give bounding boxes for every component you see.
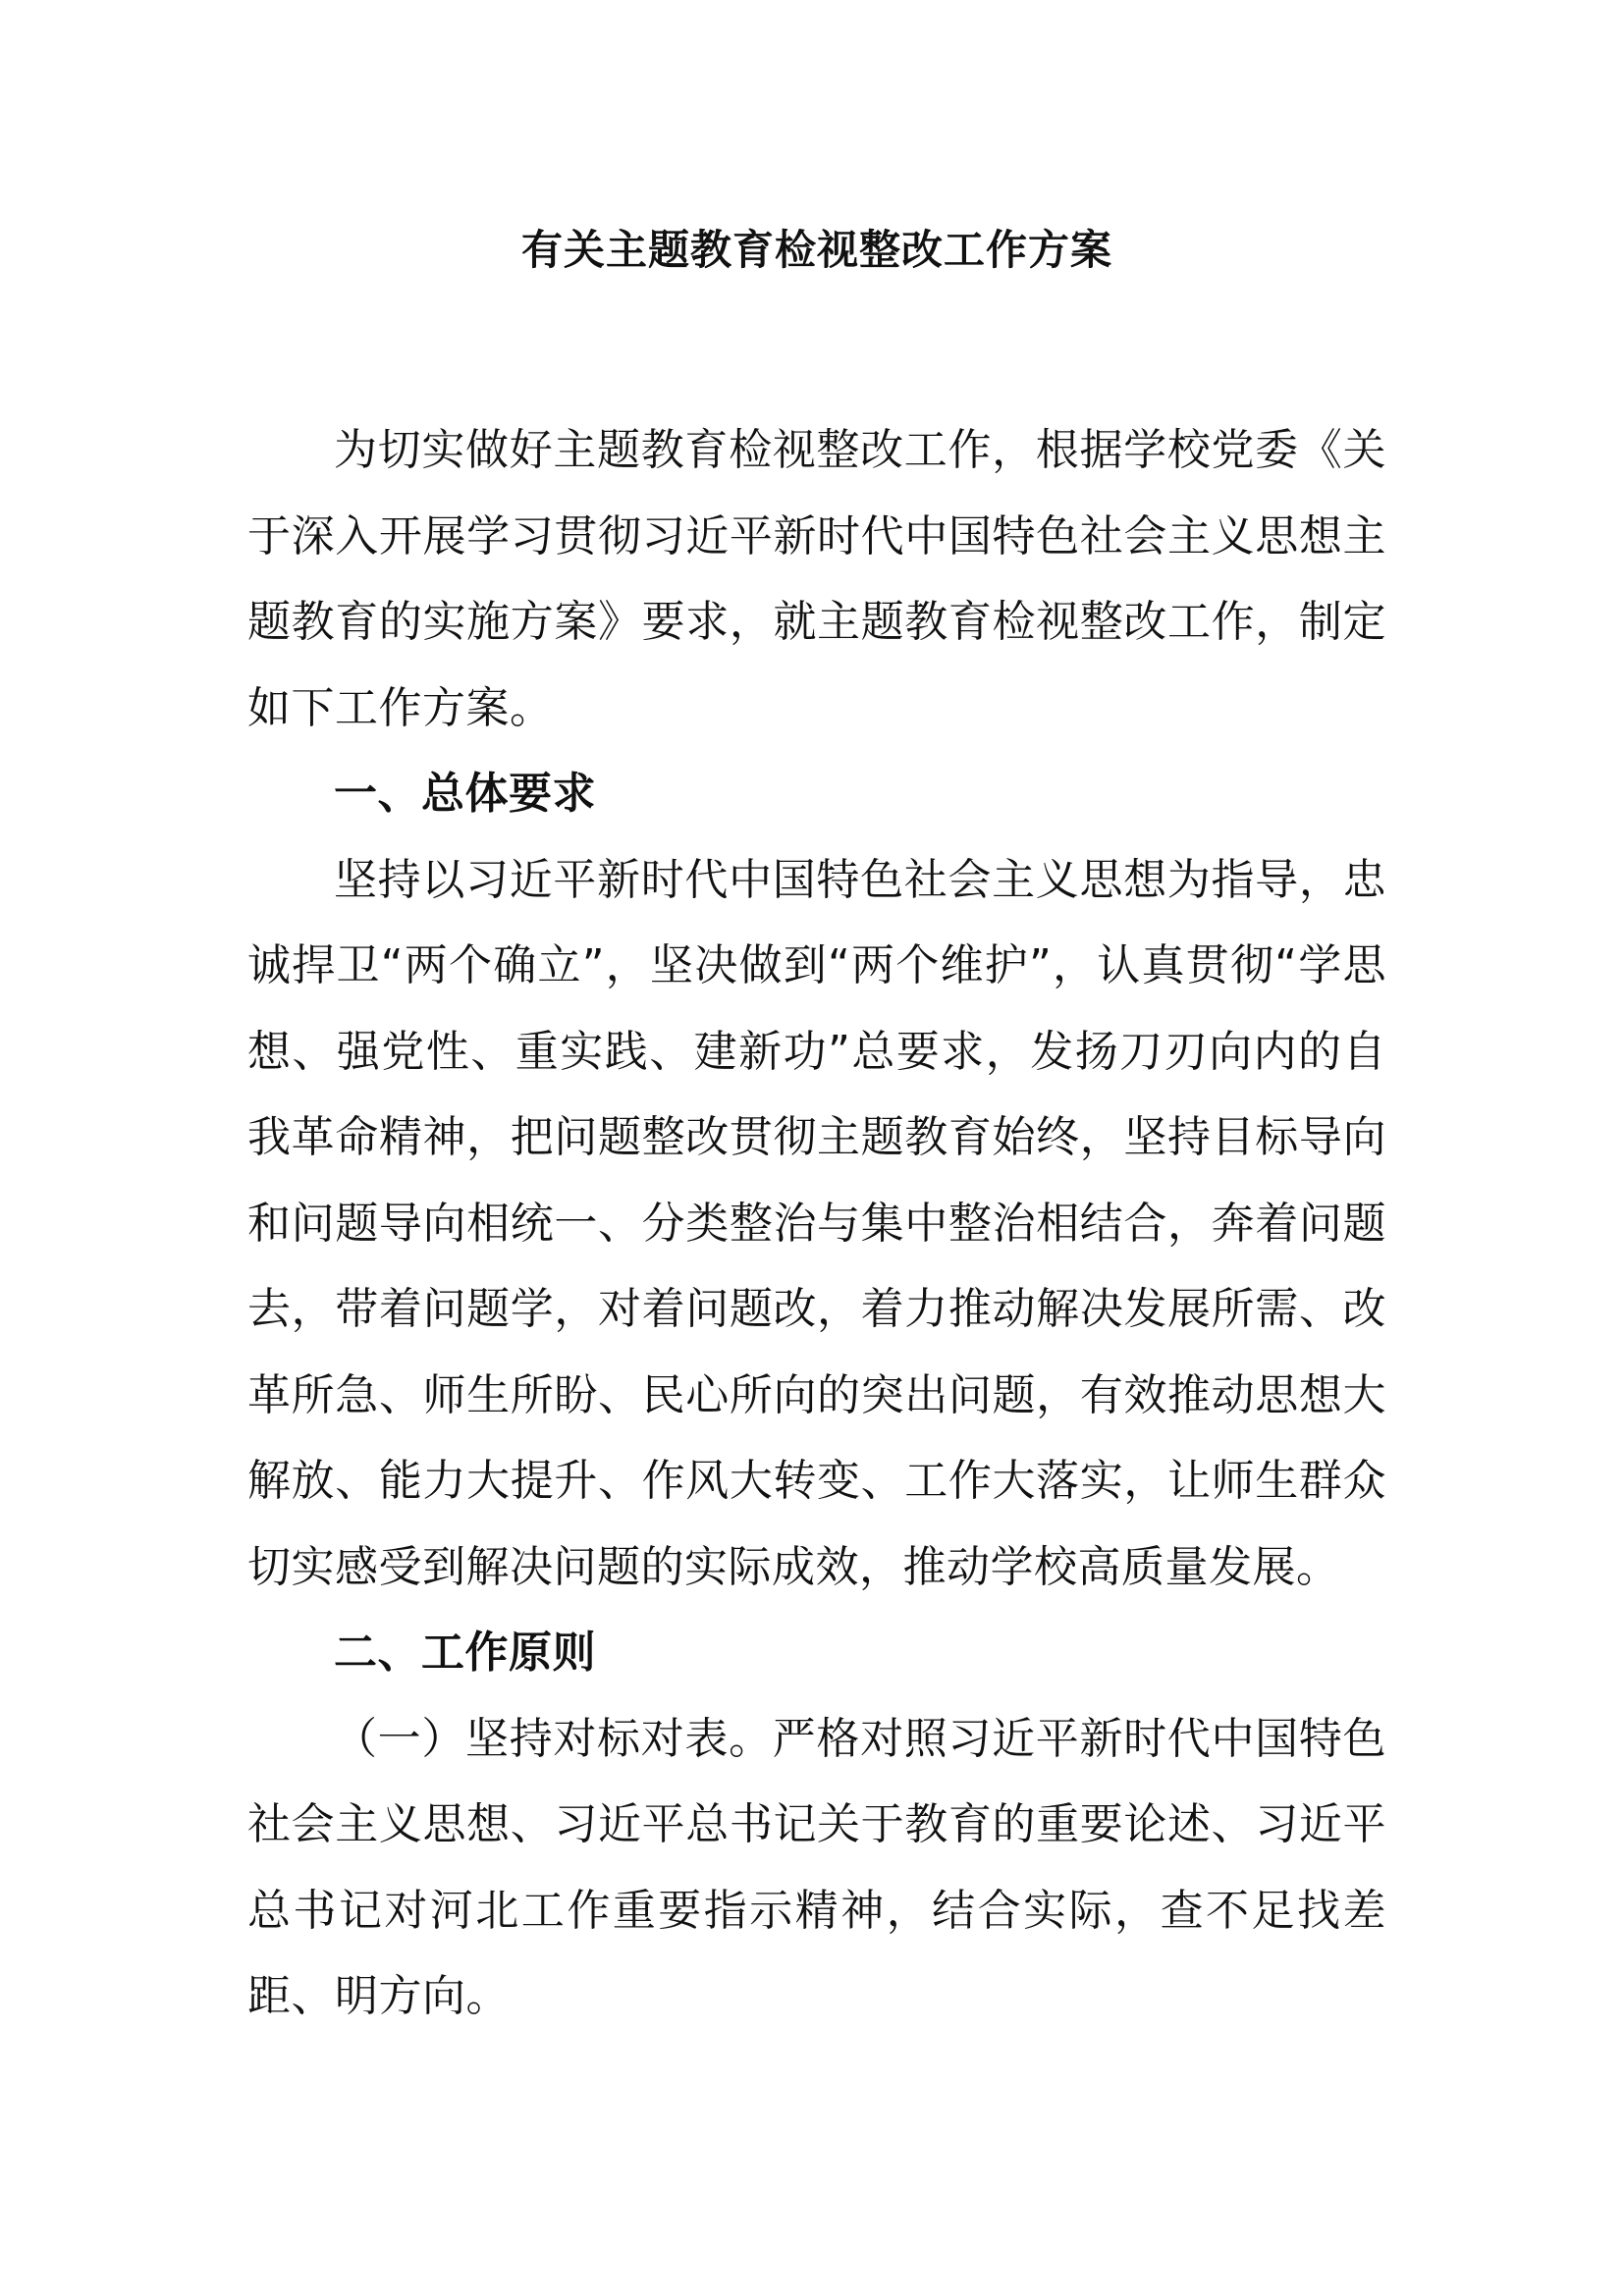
section-heading-work-principles: 二、工作原则 [334, 1628, 596, 1678]
work-principle-item-1: （一）坚持对标对表。严格对照习近平新时代中国特色社会主义思想、习近平总书记关于教育的重要论述、习近平总书记对河北工作重要指示精神，结合实际，查不足找差距、明方向。 [247, 1713, 1386, 2021]
intro-paragraph: 为切实做好主题教育检视整改工作，根据学校党委《关于深入开展学习贯彻习近平新时代中国特色社会主义思想主题教育的实施方案》要求，就主题教育检视整改工作，制定如下工作方案。 [247, 425, 1386, 733]
section-heading-general-requirements: 一、总体要求 [334, 769, 596, 819]
document-title: 有关主题教育检视整改工作方案 [520, 226, 1112, 274]
document-body [247, 221, 1386, 2040]
general-requirements-paragraph: 坚持以习近平新时代中国特色社会主义思想为指导，忠诚捍卫“两个确立”，坚决做到“两个维护”，认真贯彻“学思想、强党性、重实践、建新功”总要求，发扬刀刃向内的自我革命精神，把问题整改贯彻主题教育始终，坚持目标导向和问题导向相统一、分类整治与集中整治相结合，奔着问题去，带着问题学，对着问题改，着力推动解决发展所需、改革所急、师生所盼、民心所向的突出问题，有效推动思想大解放、能力大提升、作风大转变、工作大落实，让师生群众切实感受到解决问题的实际成效，推动学校高质量发展。 [247, 854, 1386, 1592]
